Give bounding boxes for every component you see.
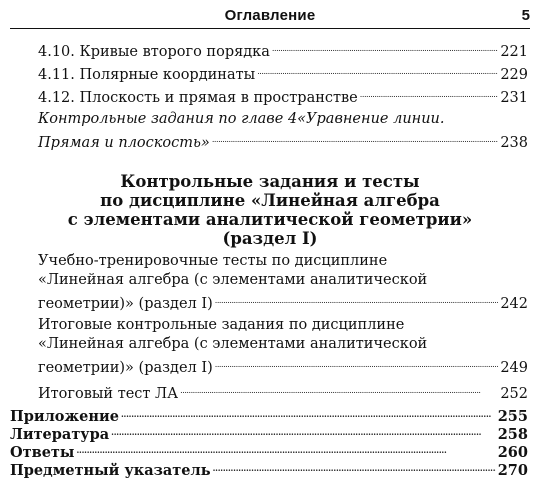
toc-entry-label: Итоговый тест ЛА — [38, 386, 179, 402]
toc-entry-page: 229 — [500, 67, 528, 83]
toc-entry-label: геометрии)» (раздел I) — [38, 296, 213, 312]
section-heading-line1: Контрольные задания и тесты — [120, 172, 420, 191]
dot-leader — [180, 380, 498, 398]
toc-entry-tasks-ch4[interactable] — [38, 129, 528, 152]
toc-entry-label: 4.12. Плоскость и прямая в пространстве — [38, 90, 358, 106]
dot-leader — [272, 38, 498, 56]
toc-entry[interactable] — [38, 84, 528, 107]
header-page-number: 5 — [521, 7, 530, 24]
dot-leader — [213, 457, 496, 475]
dot-leader — [360, 84, 499, 102]
section-heading-line3: с элементами аналитической геометрии» — [67, 210, 473, 229]
training-tests-line2[interactable]: «Линейная алгебра (с элементами аналитической — [38, 272, 428, 288]
dot-leader — [215, 354, 499, 372]
toc-entry-page: 252 — [500, 386, 528, 402]
toc-entry-page: 270 — [497, 462, 528, 479]
toc-entry-page: 242 — [500, 296, 528, 312]
toc-entry-page: 221 — [500, 44, 528, 60]
section-heading-line2: по дисциплине «Линейная алгебра — [100, 191, 440, 210]
toc-entry-label: геометрии)» (раздел I) — [38, 360, 213, 376]
toc-entry-final-tasks[interactable] — [38, 354, 528, 377]
toc-entry-label: 4.11. Полярные координаты — [38, 67, 256, 83]
toc-entry[interactable] — [38, 61, 528, 84]
dot-leader — [212, 129, 499, 147]
toc-entry-label: 4.10. Кривые второго порядка — [38, 44, 270, 60]
section-heading-line4: (раздел I) — [222, 229, 318, 248]
toc-entry-label: Литература — [10, 426, 110, 443]
toc-entry-page: 249 — [500, 360, 528, 376]
toc-entry[interactable] — [38, 38, 528, 61]
toc-entry-page: 238 — [500, 135, 528, 151]
dot-leader — [215, 290, 499, 308]
toc-entry-page: 255 — [497, 408, 528, 425]
toc-entry-final-test[interactable] — [38, 380, 528, 403]
tasks-ch4-line1[interactable]: Контрольные задания по главе 4«Уравнение линии. — [38, 111, 445, 127]
header-title: Оглавление — [224, 7, 316, 24]
toc-entry-label: Приложение — [10, 408, 119, 425]
toc-entry-page: 231 — [500, 90, 528, 106]
toc-entry-training-tests[interactable] — [38, 290, 528, 313]
training-tests-line1[interactable]: Учебно-тренировочные тесты по дисциплине — [38, 253, 388, 269]
dot-leader — [76, 439, 495, 457]
final-tasks-line2[interactable]: «Линейная алгебра (с элементами аналитической — [38, 336, 428, 352]
toc-entry-subject-index[interactable] — [10, 457, 528, 480]
dot-leader — [111, 421, 496, 439]
final-tasks-line1[interactable]: Итоговые контрольные задания по дисциплине — [38, 317, 405, 333]
page-header — [10, 6, 530, 29]
dot-leader — [121, 403, 496, 421]
toc-entry-page: 258 — [497, 426, 528, 443]
toc-entry-label: Прямая и плоскость» — [38, 135, 210, 151]
dot-leader — [257, 61, 498, 79]
toc-entry-label: Предметный указатель — [10, 462, 211, 479]
toc-entry-label: Ответы — [10, 444, 75, 461]
toc-entry-page: 260 — [497, 444, 528, 461]
